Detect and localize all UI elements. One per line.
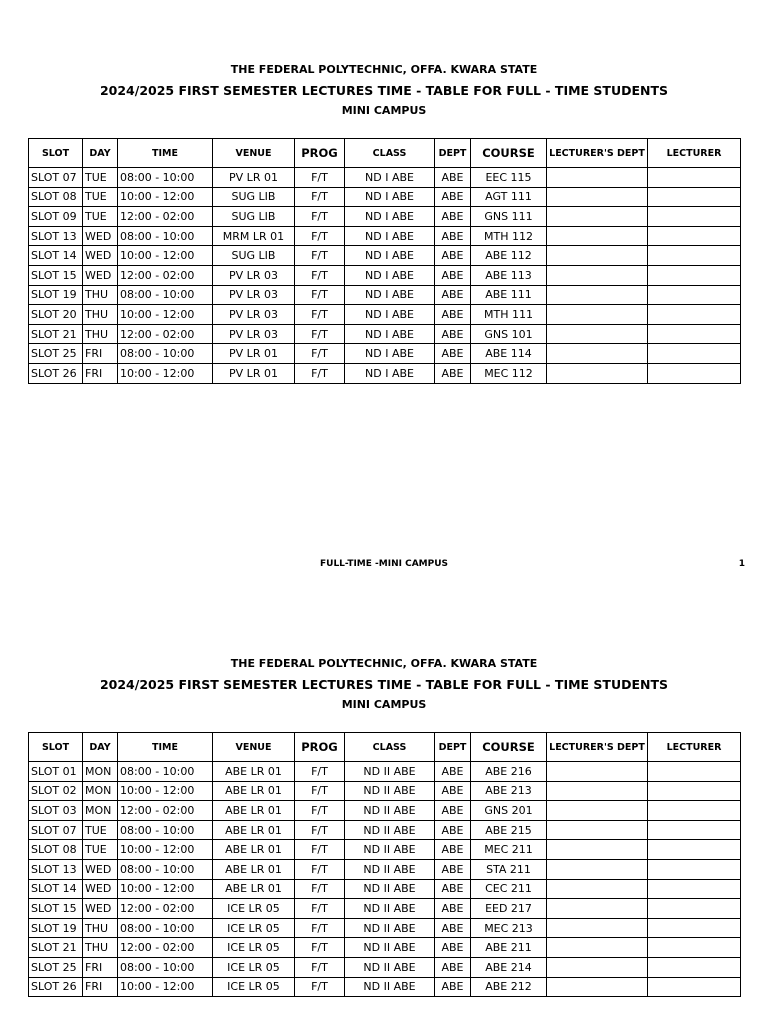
- cell-lecturers-dept: [547, 762, 648, 782]
- cell-course: MEC 112: [471, 363, 547, 383]
- column-header-prog: PROG: [295, 139, 345, 168]
- cell-course: GNS 101: [471, 324, 547, 344]
- cell-slot: SLOT 15: [29, 265, 83, 285]
- cell-time: 08:00 - 10:00: [118, 820, 213, 840]
- cell-class: ND I ABE: [345, 285, 435, 305]
- cell-dept: ABE: [435, 840, 471, 860]
- cell-day: MON: [83, 762, 118, 782]
- cell-venue: PV LR 01: [213, 363, 295, 383]
- cell-time: 10:00 - 12:00: [118, 840, 213, 860]
- cell-day: FRI: [83, 957, 118, 977]
- column-header-prog: PROG: [295, 733, 345, 762]
- cell-day: TUE: [83, 187, 118, 207]
- cell-day: WED: [83, 246, 118, 266]
- cell-venue: SUG LIB: [213, 246, 295, 266]
- cell-lecturer: [648, 977, 741, 997]
- page-2: [0, 594, 768, 1024]
- cell-lecturers-dept: [547, 801, 648, 821]
- cell-lecturers-dept: [547, 285, 648, 305]
- cell-dept: ABE: [435, 226, 471, 246]
- cell-slot: SLOT 13: [29, 859, 83, 879]
- column-header-time: TIME: [118, 139, 213, 168]
- cell-course: ABE 114: [471, 344, 547, 364]
- cell-venue: ICE LR 05: [213, 899, 295, 919]
- cell-day: WED: [83, 899, 118, 919]
- cell-lecturer: [648, 899, 741, 919]
- cell-slot: SLOT 19: [29, 285, 83, 305]
- cell-lecturers-dept: [547, 820, 648, 840]
- cell-course: EED 217: [471, 899, 547, 919]
- column-header-lecturers-dept: LECTURER'S DEPT: [547, 733, 648, 762]
- institution-title: THE FEDERAL POLYTECHNIC, OFFA. KWARA STATE: [230, 63, 538, 76]
- cell-lecturer: [648, 781, 741, 801]
- cell-lecturers-dept: [547, 879, 648, 899]
- column-header-lecturer: LECTURER: [648, 139, 741, 168]
- cell-time: 10:00 - 12:00: [118, 781, 213, 801]
- footer-text: FULL-TIME -MINI CAMPUS: [319, 559, 449, 569]
- cell-prog: F/T: [295, 859, 345, 879]
- cell-class: ND I ABE: [345, 305, 435, 325]
- table-row: [29, 957, 741, 977]
- cell-class: ND I ABE: [345, 187, 435, 207]
- cell-prog: F/T: [295, 226, 345, 246]
- cell-lecturers-dept: [547, 168, 648, 188]
- cell-class: ND II ABE: [345, 879, 435, 899]
- cell-venue: SUG LIB: [213, 207, 295, 227]
- cell-course: ABE 213: [471, 781, 547, 801]
- column-header-course: COURSE: [471, 733, 547, 762]
- cell-lecturers-dept: [547, 957, 648, 977]
- cell-lecturers-dept: [547, 246, 648, 266]
- cell-prog: F/T: [295, 957, 345, 977]
- cell-lecturer: [648, 957, 741, 977]
- cell-class: ND I ABE: [345, 226, 435, 246]
- cell-day: WED: [83, 859, 118, 879]
- cell-lecturers-dept: [547, 840, 648, 860]
- cell-course: ABE 113: [471, 265, 547, 285]
- cell-dept: ABE: [435, 762, 471, 782]
- cell-prog: F/T: [295, 918, 345, 938]
- cell-slot: SLOT 14: [29, 879, 83, 899]
- cell-time: 10:00 - 12:00: [118, 187, 213, 207]
- cell-lecturer: [648, 324, 741, 344]
- cell-class: ND II ABE: [345, 820, 435, 840]
- campus-title: MINI CAMPUS: [341, 698, 427, 711]
- cell-day: FRI: [83, 344, 118, 364]
- cell-time: 10:00 - 12:00: [118, 246, 213, 266]
- cell-time: 08:00 - 10:00: [118, 762, 213, 782]
- cell-lecturers-dept: [547, 859, 648, 879]
- cell-lecturer: [648, 344, 741, 364]
- cell-prog: F/T: [295, 899, 345, 919]
- cell-time: 10:00 - 12:00: [118, 305, 213, 325]
- cell-class: ND II ABE: [345, 840, 435, 860]
- table-row: [29, 899, 741, 919]
- column-header-slot: SLOT: [29, 139, 83, 168]
- cell-slot: SLOT 21: [29, 324, 83, 344]
- cell-lecturer: [648, 285, 741, 305]
- cell-time: 08:00 - 10:00: [118, 226, 213, 246]
- cell-lecturer: [648, 246, 741, 266]
- cell-dept: ABE: [435, 859, 471, 879]
- cell-course: CEC 211: [471, 879, 547, 899]
- institution-title: THE FEDERAL POLYTECHNIC, OFFA. KWARA STATE: [230, 657, 538, 670]
- cell-course: MTH 112: [471, 226, 547, 246]
- cell-lecturer: [648, 187, 741, 207]
- cell-day: TUE: [83, 168, 118, 188]
- cell-prog: F/T: [295, 762, 345, 782]
- cell-lecturer: [648, 168, 741, 188]
- cell-dept: ABE: [435, 187, 471, 207]
- column-header-class: CLASS: [345, 733, 435, 762]
- cell-dept: ABE: [435, 820, 471, 840]
- table-row: [29, 363, 741, 383]
- cell-venue: PV LR 01: [213, 344, 295, 364]
- cell-class: ND I ABE: [345, 344, 435, 364]
- cell-lecturer: [648, 265, 741, 285]
- table-row: [29, 859, 741, 879]
- column-header-course: COURSE: [471, 139, 547, 168]
- cell-prog: F/T: [295, 879, 345, 899]
- cell-slot: SLOT 26: [29, 363, 83, 383]
- cell-slot: SLOT 09: [29, 207, 83, 227]
- cell-time: 08:00 - 10:00: [118, 168, 213, 188]
- cell-lecturers-dept: [547, 187, 648, 207]
- cell-time: 12:00 - 02:00: [118, 801, 213, 821]
- cell-slot: SLOT 20: [29, 305, 83, 325]
- cell-slot: SLOT 07: [29, 820, 83, 840]
- cell-prog: F/T: [295, 840, 345, 860]
- cell-lecturers-dept: [547, 226, 648, 246]
- table-row: [29, 324, 741, 344]
- cell-day: TUE: [83, 207, 118, 227]
- table-row: [29, 879, 741, 899]
- table-row: [29, 977, 741, 997]
- cell-class: ND II ABE: [345, 899, 435, 919]
- cell-lecturer: [648, 918, 741, 938]
- cell-day: FRI: [83, 977, 118, 997]
- column-header-dept: DEPT: [435, 733, 471, 762]
- cell-class: ND I ABE: [345, 168, 435, 188]
- cell-time: 12:00 - 02:00: [118, 938, 213, 958]
- column-header-class: CLASS: [345, 139, 435, 168]
- cell-lecturer: [648, 207, 741, 227]
- cell-venue: PV LR 01: [213, 168, 295, 188]
- cell-dept: ABE: [435, 899, 471, 919]
- table-row: [29, 207, 741, 227]
- cell-time: 08:00 - 10:00: [118, 859, 213, 879]
- cell-venue: MRM LR 01: [213, 226, 295, 246]
- cell-lecturer: [648, 879, 741, 899]
- cell-day: THU: [83, 918, 118, 938]
- table-row: [29, 265, 741, 285]
- cell-prog: F/T: [295, 820, 345, 840]
- cell-dept: ABE: [435, 265, 471, 285]
- cell-lecturers-dept: [547, 344, 648, 364]
- cell-class: ND II ABE: [345, 957, 435, 977]
- cell-slot: SLOT 01: [29, 762, 83, 782]
- table-row: [29, 918, 741, 938]
- cell-dept: ABE: [435, 879, 471, 899]
- cell-slot: SLOT 26: [29, 977, 83, 997]
- table-row: [29, 762, 741, 782]
- cell-venue: PV LR 03: [213, 324, 295, 344]
- cell-venue: PV LR 03: [213, 265, 295, 285]
- cell-day: WED: [83, 226, 118, 246]
- cell-lecturers-dept: [547, 781, 648, 801]
- cell-prog: F/T: [295, 246, 345, 266]
- cell-dept: ABE: [435, 938, 471, 958]
- cell-venue: ABE LR 01: [213, 820, 295, 840]
- cell-prog: F/T: [295, 977, 345, 997]
- cell-prog: F/T: [295, 781, 345, 801]
- cell-day: MON: [83, 801, 118, 821]
- cell-time: 12:00 - 02:00: [118, 265, 213, 285]
- cell-course: ABE 214: [471, 957, 547, 977]
- cell-prog: F/T: [295, 187, 345, 207]
- cell-day: TUE: [83, 820, 118, 840]
- cell-prog: F/T: [295, 265, 345, 285]
- cell-slot: SLOT 08: [29, 187, 83, 207]
- cell-lecturers-dept: [547, 899, 648, 919]
- cell-venue: SUG LIB: [213, 187, 295, 207]
- cell-dept: ABE: [435, 918, 471, 938]
- cell-prog: F/T: [295, 363, 345, 383]
- cell-course: GNS 201: [471, 801, 547, 821]
- column-header-slot: SLOT: [29, 733, 83, 762]
- column-header-dept: DEPT: [435, 139, 471, 168]
- campus-title: MINI CAMPUS: [341, 104, 427, 117]
- cell-lecturers-dept: [547, 363, 648, 383]
- timetable: [28, 732, 741, 997]
- cell-dept: ABE: [435, 285, 471, 305]
- cell-time: 08:00 - 10:00: [118, 285, 213, 305]
- table-row: [29, 187, 741, 207]
- cell-slot: SLOT 25: [29, 344, 83, 364]
- column-header-lecturers-dept: LECTURER'S DEPT: [547, 139, 648, 168]
- cell-class: ND I ABE: [345, 324, 435, 344]
- cell-venue: ICE LR 05: [213, 918, 295, 938]
- cell-class: ND II ABE: [345, 938, 435, 958]
- cell-lecturer: [648, 938, 741, 958]
- cell-course: AGT 111: [471, 187, 547, 207]
- cell-class: ND II ABE: [345, 918, 435, 938]
- cell-time: 12:00 - 02:00: [118, 324, 213, 344]
- cell-dept: ABE: [435, 363, 471, 383]
- cell-prog: F/T: [295, 285, 345, 305]
- cell-course: MEC 211: [471, 840, 547, 860]
- cell-lecturer: [648, 762, 741, 782]
- timetable-title: 2024/2025 FIRST SEMESTER LECTURES TIME - TABLE FOR FULL - TIME STUDENTS: [99, 677, 669, 692]
- cell-dept: ABE: [435, 168, 471, 188]
- table-row: [29, 938, 741, 958]
- cell-time: 08:00 - 10:00: [118, 918, 213, 938]
- cell-lecturers-dept: [547, 977, 648, 997]
- cell-dept: ABE: [435, 344, 471, 364]
- cell-course: ABE 111: [471, 285, 547, 305]
- cell-prog: F/T: [295, 305, 345, 325]
- cell-course: ABE 216: [471, 762, 547, 782]
- cell-course: ABE 112: [471, 246, 547, 266]
- column-header-venue: VENUE: [213, 139, 295, 168]
- cell-time: 12:00 - 02:00: [118, 899, 213, 919]
- cell-lecturers-dept: [547, 207, 648, 227]
- cell-slot: SLOT 19: [29, 918, 83, 938]
- cell-class: ND II ABE: [345, 977, 435, 997]
- cell-time: 10:00 - 12:00: [118, 879, 213, 899]
- table-row: [29, 168, 741, 188]
- cell-venue: ICE LR 05: [213, 938, 295, 958]
- cell-slot: SLOT 21: [29, 938, 83, 958]
- cell-slot: SLOT 13: [29, 226, 83, 246]
- cell-venue: ABE LR 01: [213, 801, 295, 821]
- cell-day: WED: [83, 879, 118, 899]
- cell-venue: ABE LR 01: [213, 879, 295, 899]
- cell-slot: SLOT 15: [29, 899, 83, 919]
- cell-day: THU: [83, 324, 118, 344]
- table-header-row: [29, 733, 741, 762]
- cell-lecturers-dept: [547, 305, 648, 325]
- cell-class: ND I ABE: [345, 265, 435, 285]
- column-header-day: DAY: [83, 139, 118, 168]
- table-row: [29, 246, 741, 266]
- cell-lecturer: [648, 305, 741, 325]
- cell-prog: F/T: [295, 324, 345, 344]
- cell-time: 08:00 - 10:00: [118, 957, 213, 977]
- cell-course: GNS 111: [471, 207, 547, 227]
- cell-time: 10:00 - 12:00: [118, 977, 213, 997]
- table-row: [29, 305, 741, 325]
- cell-venue: ICE LR 05: [213, 977, 295, 997]
- cell-lecturers-dept: [547, 918, 648, 938]
- table-row: [29, 285, 741, 305]
- page-footer: [0, 559, 768, 571]
- cell-slot: SLOT 08: [29, 840, 83, 860]
- cell-dept: ABE: [435, 801, 471, 821]
- cell-class: ND II ABE: [345, 859, 435, 879]
- cell-lecturer: [648, 840, 741, 860]
- cell-lecturer: [648, 820, 741, 840]
- cell-day: WED: [83, 265, 118, 285]
- cell-lecturers-dept: [547, 938, 648, 958]
- cell-dept: ABE: [435, 305, 471, 325]
- column-header-venue: VENUE: [213, 733, 295, 762]
- cell-dept: ABE: [435, 324, 471, 344]
- cell-course: STA 211: [471, 859, 547, 879]
- table-row: [29, 840, 741, 860]
- cell-venue: ICE LR 05: [213, 957, 295, 977]
- timetable-title: 2024/2025 FIRST SEMESTER LECTURES TIME - TABLE FOR FULL - TIME STUDENTS: [99, 83, 669, 98]
- cell-prog: F/T: [295, 938, 345, 958]
- cell-class: ND I ABE: [345, 363, 435, 383]
- cell-venue: ABE LR 01: [213, 859, 295, 879]
- column-header-lecturer: LECTURER: [648, 733, 741, 762]
- cell-lecturer: [648, 801, 741, 821]
- cell-day: THU: [83, 305, 118, 325]
- table-row: [29, 801, 741, 821]
- cell-prog: F/T: [295, 207, 345, 227]
- cell-slot: SLOT 14: [29, 246, 83, 266]
- cell-time: 10:00 - 12:00: [118, 363, 213, 383]
- cell-course: ABE 211: [471, 938, 547, 958]
- cell-course: ABE 212: [471, 977, 547, 997]
- cell-venue: ABE LR 01: [213, 762, 295, 782]
- table-header-row: [29, 139, 741, 168]
- cell-course: MTH 111: [471, 305, 547, 325]
- cell-slot: SLOT 07: [29, 168, 83, 188]
- cell-lecturer: [648, 859, 741, 879]
- cell-time: 08:00 - 10:00: [118, 344, 213, 364]
- cell-venue: PV LR 03: [213, 305, 295, 325]
- cell-dept: ABE: [435, 207, 471, 227]
- cell-course: MEC 213: [471, 918, 547, 938]
- cell-course: EEC 115: [471, 168, 547, 188]
- cell-class: ND II ABE: [345, 801, 435, 821]
- cell-prog: F/T: [295, 801, 345, 821]
- timetable: [28, 138, 741, 384]
- cell-lecturer: [648, 363, 741, 383]
- cell-dept: ABE: [435, 977, 471, 997]
- cell-lecturer: [648, 226, 741, 246]
- cell-class: ND II ABE: [345, 762, 435, 782]
- cell-lecturers-dept: [547, 265, 648, 285]
- cell-prog: F/T: [295, 168, 345, 188]
- column-header-day: DAY: [83, 733, 118, 762]
- cell-day: TUE: [83, 840, 118, 860]
- cell-day: MON: [83, 781, 118, 801]
- cell-course: ABE 215: [471, 820, 547, 840]
- cell-dept: ABE: [435, 246, 471, 266]
- column-header-time: TIME: [118, 733, 213, 762]
- table-row: [29, 820, 741, 840]
- cell-slot: SLOT 03: [29, 801, 83, 821]
- table-row: [29, 344, 741, 364]
- cell-class: ND II ABE: [345, 781, 435, 801]
- cell-venue: PV LR 03: [213, 285, 295, 305]
- table-row: [29, 226, 741, 246]
- table-row: [29, 781, 741, 801]
- cell-day: THU: [83, 285, 118, 305]
- cell-dept: ABE: [435, 957, 471, 977]
- cell-class: ND I ABE: [345, 246, 435, 266]
- cell-day: FRI: [83, 363, 118, 383]
- cell-slot: SLOT 25: [29, 957, 83, 977]
- cell-prog: F/T: [295, 344, 345, 364]
- cell-time: 12:00 - 02:00: [118, 207, 213, 227]
- cell-venue: ABE LR 01: [213, 840, 295, 860]
- cell-slot: SLOT 02: [29, 781, 83, 801]
- cell-dept: ABE: [435, 781, 471, 801]
- cell-venue: ABE LR 01: [213, 781, 295, 801]
- cell-day: THU: [83, 938, 118, 958]
- cell-lecturers-dept: [547, 324, 648, 344]
- cell-class: ND I ABE: [345, 207, 435, 227]
- page-number: 1: [738, 559, 745, 569]
